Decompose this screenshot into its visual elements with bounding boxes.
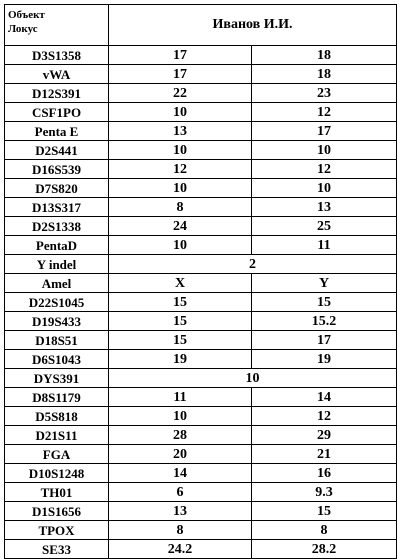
- allele-2-cell: 19: [252, 350, 397, 369]
- allele-2-cell: 25: [252, 217, 397, 236]
- allele-1-cell: 15: [109, 293, 252, 312]
- locus-cell: D3S1358: [5, 46, 109, 65]
- allele-1-cell: 14: [109, 464, 252, 483]
- document-page: [4, 4, 396, 557]
- allele-1-cell: 6: [109, 483, 252, 502]
- allele-2-cell: 10: [252, 141, 397, 160]
- allele-1-cell: 20: [109, 445, 252, 464]
- allele-2-cell: 8: [252, 521, 397, 540]
- table-row: [5, 331, 397, 350]
- header-locus-label: Локус: [8, 23, 38, 35]
- locus-cell: D6S1043: [5, 350, 109, 369]
- allele-1-cell: 8: [109, 198, 252, 217]
- table-row: [5, 236, 397, 255]
- allele-1-cell: 13: [109, 502, 252, 521]
- table-row: [5, 103, 397, 122]
- allele-1-cell: 22: [109, 84, 252, 103]
- allele-2-cell: Y: [252, 274, 397, 293]
- table-row: [5, 369, 397, 388]
- allele-1-cell: 17: [109, 46, 252, 65]
- allele-2-cell: 15: [252, 502, 397, 521]
- locus-cell: TH01: [5, 483, 109, 502]
- allele-1-cell: 8: [109, 521, 252, 540]
- allele-2-cell: 9.3: [252, 483, 397, 502]
- allele-1-cell: 19: [109, 350, 252, 369]
- locus-cell: Penta E: [5, 122, 109, 141]
- allele-1-cell: X: [109, 274, 252, 293]
- table-header-row: [5, 5, 397, 46]
- allele-2-cell: 12: [252, 103, 397, 122]
- allele-2-cell: 11: [252, 236, 397, 255]
- table-row: [5, 141, 397, 160]
- locus-cell: D12S391: [5, 84, 109, 103]
- allele-2-cell: 15.2: [252, 312, 397, 331]
- allele-2-cell: 18: [252, 46, 397, 65]
- table-row: [5, 84, 397, 103]
- allele-1-cell: 17: [109, 65, 252, 84]
- allele-1-cell: 15: [109, 331, 252, 350]
- allele-2-cell: 17: [252, 122, 397, 141]
- table-row: [5, 464, 397, 483]
- allele-2-cell: 13: [252, 198, 397, 217]
- locus-cell: D13S317: [5, 198, 109, 217]
- table-row: [5, 426, 397, 445]
- locus-cell: FGA: [5, 445, 109, 464]
- merged-value-cell: 10: [109, 369, 397, 388]
- locus-cell: PentaD: [5, 236, 109, 255]
- table-row: [5, 274, 397, 293]
- allele-2-cell: 12: [252, 160, 397, 179]
- allele-1-cell: 10: [109, 407, 252, 426]
- locus-cell: D1S1656: [5, 502, 109, 521]
- allele-1-cell: 10: [109, 179, 252, 198]
- table-row: [5, 198, 397, 217]
- table-row: [5, 445, 397, 464]
- locus-cell: TPOX: [5, 521, 109, 540]
- allele-2-cell: 17: [252, 331, 397, 350]
- table-row: [5, 46, 397, 65]
- locus-cell: D19S433: [5, 312, 109, 331]
- table-row: [5, 179, 397, 198]
- locus-cell: DYS391: [5, 369, 109, 388]
- table-row: [5, 521, 397, 540]
- table-row: [5, 65, 397, 84]
- table-row: [5, 407, 397, 426]
- allele-2-cell: 18: [252, 65, 397, 84]
- locus-cell: D22S1045: [5, 293, 109, 312]
- allele-1-cell: 11: [109, 388, 252, 407]
- locus-cell: CSF1PO: [5, 103, 109, 122]
- allele-1-cell: 13: [109, 122, 252, 141]
- locus-cell: D5S818: [5, 407, 109, 426]
- genotype-table: [4, 4, 397, 559]
- table-row: [5, 312, 397, 331]
- locus-cell: D18S51: [5, 331, 109, 350]
- locus-cell: D21S11: [5, 426, 109, 445]
- allele-2-cell: 29: [252, 426, 397, 445]
- allele-2-cell: 15: [252, 293, 397, 312]
- allele-1-cell: 10: [109, 141, 252, 160]
- locus-cell: Amel: [5, 274, 109, 293]
- allele-1-cell: 12: [109, 160, 252, 179]
- allele-2-cell: 10: [252, 179, 397, 198]
- table-row: [5, 483, 397, 502]
- locus-cell: D7S820: [5, 179, 109, 198]
- header-object-label: Объект: [8, 9, 45, 21]
- allele-1-cell: 15: [109, 312, 252, 331]
- locus-cell: SE33: [5, 540, 109, 559]
- locus-cell: D8S1179: [5, 388, 109, 407]
- allele-2-cell: 16: [252, 464, 397, 483]
- table-row: [5, 388, 397, 407]
- locus-cell: D16S539: [5, 160, 109, 179]
- allele-2-cell: 12: [252, 407, 397, 426]
- locus-cell: D2S1338: [5, 217, 109, 236]
- allele-1-cell: 24: [109, 217, 252, 236]
- allele-1-cell: 10: [109, 103, 252, 122]
- allele-1-cell: 24.2: [109, 540, 252, 559]
- header-person-name: Иванов И.И.: [109, 5, 397, 46]
- locus-cell: Y indel: [5, 255, 109, 274]
- locus-cell: D10S1248: [5, 464, 109, 483]
- allele-1-cell: 10: [109, 236, 252, 255]
- table-row: [5, 122, 397, 141]
- allele-2-cell: 14: [252, 388, 397, 407]
- table-row: [5, 293, 397, 312]
- allele-2-cell: 28.2: [252, 540, 397, 559]
- allele-2-cell: 21: [252, 445, 397, 464]
- table-row: [5, 217, 397, 236]
- table-row: [5, 540, 397, 559]
- allele-1-cell: 28: [109, 426, 252, 445]
- table-row: [5, 255, 397, 274]
- table-row: [5, 160, 397, 179]
- table-row: [5, 350, 397, 369]
- genotype-table-body: [5, 5, 397, 559]
- merged-value-cell: 2: [109, 255, 397, 274]
- header-corner-cell: [5, 5, 109, 46]
- table-row: [5, 502, 397, 521]
- locus-cell: vWA: [5, 65, 109, 84]
- allele-2-cell: 23: [252, 84, 397, 103]
- locus-cell: D2S441: [5, 141, 109, 160]
